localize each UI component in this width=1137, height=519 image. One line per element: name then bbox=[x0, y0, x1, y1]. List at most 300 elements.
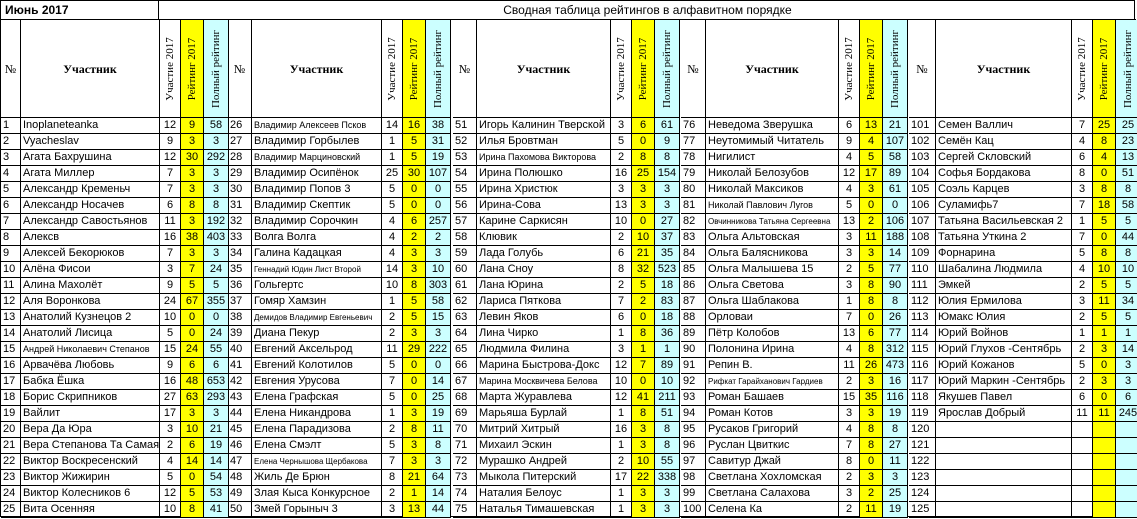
participation-2017: 4 bbox=[1072, 262, 1093, 278]
participation-2017: 11 bbox=[160, 214, 181, 230]
full-rating: 8 bbox=[655, 422, 680, 438]
rating-2017: 3 bbox=[632, 182, 655, 198]
full-rating: 154 bbox=[655, 166, 680, 182]
rating-2017: 10 bbox=[632, 230, 655, 246]
rating-2017: 0 bbox=[1093, 358, 1116, 374]
header-part-label: Участие 2017 bbox=[1076, 36, 1088, 101]
row-number: 55 bbox=[453, 182, 477, 198]
full-rating: 3 bbox=[426, 246, 451, 262]
rating-2017: 1 bbox=[1093, 326, 1116, 342]
full-rating: 0 bbox=[426, 198, 451, 214]
row-number: 30 bbox=[228, 182, 252, 198]
participation-2017: 5 bbox=[611, 134, 632, 150]
row-number: 29 bbox=[228, 166, 252, 182]
full-rating: 107 bbox=[426, 166, 451, 182]
full-rating: 5 bbox=[1116, 310, 1137, 326]
full-rating: 0 bbox=[426, 358, 451, 374]
rating-2017 bbox=[1093, 486, 1116, 502]
full-rating: 3 bbox=[204, 246, 229, 262]
full-rating: 23 bbox=[1116, 134, 1137, 150]
full-rating: 3 bbox=[655, 502, 680, 518]
participant-name: Савитур Джай bbox=[706, 454, 839, 470]
row-number: 125 bbox=[909, 502, 936, 518]
row-number: 124 bbox=[909, 486, 936, 502]
participation-2017: 14 bbox=[382, 262, 403, 278]
participation-2017: 7 bbox=[839, 310, 860, 326]
rating-2017: 5 bbox=[181, 486, 204, 502]
row-number: 78 bbox=[681, 150, 706, 166]
full-rating: 8 bbox=[883, 422, 908, 438]
participation-2017: 3 bbox=[839, 230, 860, 246]
row-number: 110 bbox=[909, 262, 936, 278]
rating-2017: 0 bbox=[1093, 230, 1116, 246]
full-rating: 21 bbox=[883, 118, 908, 134]
full-rating: 3 bbox=[1116, 374, 1137, 390]
header-full-label: Полный рейтинг bbox=[1122, 29, 1134, 108]
header-part-label: Участие 2017 bbox=[164, 36, 176, 101]
row-number: 49 bbox=[228, 486, 252, 502]
full-rating: 3 bbox=[426, 326, 451, 342]
full-rating: 77 bbox=[883, 262, 908, 278]
participation-2017: 11 bbox=[839, 358, 860, 374]
rating-2017: 21 bbox=[403, 470, 426, 486]
rating-2017: 8 bbox=[632, 150, 655, 166]
participant-name: Елена Никандрова bbox=[252, 406, 382, 422]
row-number: 27 bbox=[228, 134, 252, 150]
row-number: 108 bbox=[909, 230, 936, 246]
row-number: 24 bbox=[1, 486, 21, 502]
full-rating: 21 bbox=[204, 422, 229, 438]
rating-2017: 11 bbox=[860, 502, 883, 518]
participant-name: Пётр Колобов bbox=[706, 326, 839, 342]
row-number: 86 bbox=[681, 278, 706, 294]
participation-2017: 7 bbox=[160, 182, 181, 198]
participation-2017: 24 bbox=[160, 294, 181, 310]
participant-name: Владимир Скептик bbox=[252, 198, 382, 214]
rating-2017: 3 bbox=[181, 182, 204, 198]
header-rating bbox=[632, 20, 655, 118]
participation-2017: 2 bbox=[382, 326, 403, 342]
rating-2017: 11 bbox=[1093, 294, 1116, 310]
full-rating: 303 bbox=[426, 278, 451, 294]
row-number: 9 bbox=[1, 246, 21, 262]
rating-2017: 8 bbox=[632, 326, 655, 342]
participant-name: Inoplaneteanka bbox=[21, 118, 160, 134]
participant-name: Татьяна Уткина 2 bbox=[936, 230, 1072, 246]
row-number: 102 bbox=[909, 134, 936, 150]
participation-2017: 3 bbox=[839, 246, 860, 262]
row-number: 79 bbox=[681, 166, 706, 182]
full-rating: 188 bbox=[883, 230, 908, 246]
rating-2017: 3 bbox=[181, 214, 204, 230]
rating-2017: 21 bbox=[632, 246, 655, 262]
participant-name: Алёна Фисои bbox=[21, 262, 160, 278]
participation-2017: 17 bbox=[611, 470, 632, 486]
participation-2017: 1 bbox=[382, 134, 403, 150]
participation-2017: 16 bbox=[611, 422, 632, 438]
full-rating: 37 bbox=[655, 230, 680, 246]
participation-2017: 10 bbox=[611, 374, 632, 390]
participant-name: Лана Сноу bbox=[477, 262, 611, 278]
full-rating bbox=[1116, 502, 1137, 518]
header-part bbox=[839, 20, 860, 118]
participation-2017: 5 bbox=[382, 182, 403, 198]
row-number: 39 bbox=[228, 326, 252, 342]
full-rating: 19 bbox=[426, 150, 451, 166]
participant-name: Лада Голубь bbox=[477, 246, 611, 262]
full-rating: 355 bbox=[204, 294, 229, 310]
participant-name: Ирина Пахомова Викторова bbox=[477, 150, 611, 166]
header-rating bbox=[181, 20, 204, 118]
rating-2017: 0 bbox=[1093, 390, 1116, 406]
rating-2017 bbox=[1093, 438, 1116, 454]
rating-2017: 5 bbox=[1093, 214, 1116, 230]
rating-2017: 5 bbox=[860, 262, 883, 278]
row-number: 67 bbox=[453, 374, 477, 390]
full-rating: 53 bbox=[204, 486, 229, 502]
participation-2017: 2 bbox=[611, 230, 632, 246]
participant-name: Татьяна Васильевская 2 bbox=[936, 214, 1072, 230]
header-full-label: Полный рейтинг bbox=[889, 29, 901, 108]
row-number: 98 bbox=[681, 470, 706, 486]
participant-name bbox=[936, 422, 1072, 438]
row-number: 83 bbox=[681, 230, 706, 246]
full-rating: 211 bbox=[655, 390, 680, 406]
full-rating: 8 bbox=[1116, 246, 1137, 262]
participant-name: Руслан Цвиткис bbox=[706, 438, 839, 454]
header-rating-label: Рейтинг 2017 bbox=[186, 37, 198, 100]
participant-name: Алексв bbox=[21, 230, 160, 246]
participation-2017: 8 bbox=[1072, 166, 1093, 182]
rating-2017: 0 bbox=[860, 198, 883, 214]
participation-2017: 4 bbox=[839, 342, 860, 358]
row-number: 60 bbox=[453, 262, 477, 278]
participation-2017: 12 bbox=[839, 166, 860, 182]
participant-name: Владимир Попов 3 bbox=[252, 182, 382, 198]
full-rating bbox=[1116, 486, 1137, 502]
full-rating: 18 bbox=[655, 278, 680, 294]
rating-2017: 14 bbox=[181, 454, 204, 470]
row-number: 33 bbox=[228, 230, 252, 246]
full-rating: 222 bbox=[426, 342, 451, 358]
row-number: 121 bbox=[909, 438, 936, 454]
participant-name: Софья Бордакова bbox=[936, 166, 1072, 182]
full-rating: 61 bbox=[883, 182, 908, 198]
rating-2017: 18 bbox=[1093, 198, 1116, 214]
row-number: 117 bbox=[909, 374, 936, 390]
rating-2017: 3 bbox=[632, 486, 655, 502]
participant-name: Наталья Тимашевская bbox=[477, 502, 611, 518]
participation-2017: 2 bbox=[1072, 374, 1093, 390]
header-rating-label: Рейтинг 2017 bbox=[1098, 37, 1110, 100]
participant-name: Анатолий Кузнецов 2 bbox=[21, 310, 160, 326]
participation-2017: 16 bbox=[160, 374, 181, 390]
full-rating: 14 bbox=[426, 374, 451, 390]
rating-2017: 67 bbox=[181, 294, 204, 310]
rating-2017: 13 bbox=[403, 502, 426, 518]
row-number: 82 bbox=[681, 214, 706, 230]
full-rating: 14 bbox=[1116, 342, 1137, 358]
rating-2017: 8 bbox=[860, 438, 883, 454]
header-full bbox=[1116, 20, 1137, 118]
participation-2017: 1 bbox=[611, 326, 632, 342]
participation-2017: 9 bbox=[839, 134, 860, 150]
participant-name: Виктор Воскресенский bbox=[21, 454, 160, 470]
row-number: 95 bbox=[681, 422, 706, 438]
rating-2017: 3 bbox=[181, 246, 204, 262]
full-rating: 14 bbox=[204, 454, 229, 470]
participant-name: Юрий Глухов -Сентябрь bbox=[936, 342, 1072, 358]
full-rating: 1 bbox=[1116, 326, 1137, 342]
rating-2017: 22 bbox=[632, 470, 655, 486]
rating-2017: 3 bbox=[403, 406, 426, 422]
full-rating: 11 bbox=[426, 422, 451, 438]
row-number: 81 bbox=[681, 198, 706, 214]
participation-2017: 2 bbox=[839, 262, 860, 278]
row-number: 35 bbox=[228, 262, 252, 278]
row-number: 51 bbox=[453, 118, 477, 134]
row-number: 15 bbox=[1, 342, 21, 358]
participation-2017: 13 bbox=[611, 198, 632, 214]
rating-2017: 38 bbox=[181, 230, 204, 246]
participant-name: Полонина Ирина bbox=[706, 342, 839, 358]
row-number: 111 bbox=[909, 278, 936, 294]
row-number: 90 bbox=[681, 342, 706, 358]
rating-2017: 0 bbox=[403, 358, 426, 374]
participant-name: Елена Графская bbox=[252, 390, 382, 406]
full-rating: 8 bbox=[204, 198, 229, 214]
full-rating: 14 bbox=[426, 486, 451, 502]
participant-name: Елена Парадизова bbox=[252, 422, 382, 438]
full-rating: 3 bbox=[204, 182, 229, 198]
full-rating: 58 bbox=[1116, 198, 1137, 214]
participation-2017: 17 bbox=[160, 406, 181, 422]
rating-2017: 2 bbox=[632, 294, 655, 310]
rating-2017: 8 bbox=[1093, 182, 1116, 198]
participation-2017: 9 bbox=[160, 134, 181, 150]
rating-2017: 0 bbox=[860, 310, 883, 326]
header-rating-label: Рейтинг 2017 bbox=[637, 37, 649, 100]
rating-2017: 0 bbox=[632, 310, 655, 326]
header-num: № bbox=[681, 20, 706, 118]
rating-2017: 25 bbox=[1093, 118, 1116, 134]
rating-2017: 8 bbox=[860, 342, 883, 358]
header-rating bbox=[403, 20, 426, 118]
full-rating: 19 bbox=[883, 502, 908, 518]
participation-2017: 2 bbox=[382, 486, 403, 502]
rating-2017: 5 bbox=[403, 150, 426, 166]
participant-name: Лина Чирко bbox=[477, 326, 611, 342]
rating-2017: 2 bbox=[860, 486, 883, 502]
participation-2017: 7 bbox=[611, 294, 632, 310]
full-rating: 653 bbox=[204, 374, 229, 390]
full-rating: 34 bbox=[1116, 294, 1137, 310]
participation-2017: 15 bbox=[160, 342, 181, 358]
rating-2017: 30 bbox=[403, 166, 426, 182]
participant-name: Юрий Кожанов bbox=[936, 358, 1072, 374]
participant-name bbox=[936, 486, 1072, 502]
row-number: 50 bbox=[228, 502, 252, 518]
participant-name bbox=[936, 454, 1072, 470]
participant-name: Неутомимый Читатель bbox=[706, 134, 839, 150]
participant-name: Vyacheslav bbox=[21, 134, 160, 150]
full-rating: 0 bbox=[204, 310, 229, 326]
rating-2017: 0 bbox=[181, 326, 204, 342]
full-rating: 338 bbox=[655, 470, 680, 486]
participation-2017 bbox=[1072, 438, 1093, 454]
row-number: 85 bbox=[681, 262, 706, 278]
participant-name: Ирина Христюк bbox=[477, 182, 611, 198]
participation-2017: 3 bbox=[839, 406, 860, 422]
rating-2017: 5 bbox=[1093, 278, 1116, 294]
header-full-label: Полный рейтинг bbox=[661, 29, 673, 108]
participant-name: Вера Да Юра bbox=[21, 422, 160, 438]
participant-name: Николай Павлович Лугов bbox=[706, 198, 839, 214]
full-rating: 27 bbox=[883, 438, 908, 454]
full-rating: 58 bbox=[883, 150, 908, 166]
row-number: 64 bbox=[453, 326, 477, 342]
row-number: 73 bbox=[453, 470, 477, 486]
row-number: 92 bbox=[681, 374, 706, 390]
rating-2017: 0 bbox=[632, 214, 655, 230]
row-number: 97 bbox=[681, 454, 706, 470]
full-rating: 26 bbox=[883, 310, 908, 326]
row-number: 14 bbox=[1, 326, 21, 342]
full-rating: 44 bbox=[426, 502, 451, 518]
participant-name: Алексей Бекорюков bbox=[21, 246, 160, 262]
row-number: 77 bbox=[681, 134, 706, 150]
rating-2017: 26 bbox=[860, 358, 883, 374]
participation-2017 bbox=[1072, 470, 1093, 486]
row-number: 44 bbox=[228, 406, 252, 422]
participant-name: Гольгертс bbox=[252, 278, 382, 294]
participation-2017: 15 bbox=[839, 390, 860, 406]
participation-2017: 13 bbox=[839, 214, 860, 230]
participant-name: Людмила Филина bbox=[477, 342, 611, 358]
participation-2017: 2 bbox=[1072, 342, 1093, 358]
row-number: 12 bbox=[1, 294, 21, 310]
participant-name: Ирина Полюшко bbox=[477, 166, 611, 182]
header-num: № bbox=[909, 20, 936, 118]
full-rating: 31 bbox=[426, 134, 451, 150]
row-number: 72 bbox=[453, 454, 477, 470]
full-rating: 8 bbox=[1116, 182, 1137, 198]
participation-2017: 12 bbox=[611, 358, 632, 374]
rating-2017: 25 bbox=[632, 166, 655, 182]
participation-2017: 5 bbox=[160, 326, 181, 342]
rating-2017: 3 bbox=[632, 198, 655, 214]
full-rating: 5 bbox=[204, 278, 229, 294]
full-rating: 25 bbox=[1116, 118, 1137, 134]
participation-2017 bbox=[1072, 502, 1093, 518]
rating-2017: 10 bbox=[181, 422, 204, 438]
participant-name: Николай Белозубов bbox=[706, 166, 839, 182]
full-rating: 51 bbox=[655, 406, 680, 422]
participant-name: Ирина-Сова bbox=[477, 198, 611, 214]
rating-2017: 5 bbox=[181, 278, 204, 294]
full-rating bbox=[1116, 438, 1137, 454]
header-name: Участник bbox=[706, 20, 839, 118]
rating-2017: 9 bbox=[181, 118, 204, 134]
header-part-label: Участие 2017 bbox=[386, 36, 398, 101]
participation-2017: 1 bbox=[382, 406, 403, 422]
participation-2017: 8 bbox=[382, 470, 403, 486]
header-part bbox=[1072, 20, 1093, 118]
participant-name: Марина Быстрова-Докс bbox=[477, 358, 611, 374]
header-part-label: Участие 2017 bbox=[615, 36, 627, 101]
participation-2017: 5 bbox=[839, 198, 860, 214]
participant-name: Рифкат Гарайханович Гардиев bbox=[706, 374, 839, 390]
row-number: 69 bbox=[453, 406, 477, 422]
row-number: 5 bbox=[1, 182, 21, 198]
header-part bbox=[160, 20, 181, 118]
participant-name: Юмакс Юлия bbox=[936, 310, 1072, 326]
rating-2017: 4 bbox=[860, 134, 883, 150]
participant-name: Злая Кыса Конкурсное bbox=[252, 486, 382, 502]
participation-2017: 25 bbox=[382, 166, 403, 182]
participation-2017: 4 bbox=[839, 422, 860, 438]
participant-name: Наталия Белоус bbox=[477, 486, 611, 502]
row-number: 54 bbox=[453, 166, 477, 182]
participant-name: Ольга Малышева 15 bbox=[706, 262, 839, 278]
row-number: 89 bbox=[681, 326, 706, 342]
participation-2017: 5 bbox=[382, 198, 403, 214]
row-number: 61 bbox=[453, 278, 477, 294]
participation-2017: 5 bbox=[382, 358, 403, 374]
full-rating: 8 bbox=[655, 150, 680, 166]
rating-2017: 3 bbox=[403, 262, 426, 278]
row-number: 22 bbox=[1, 454, 21, 470]
full-rating: 473 bbox=[883, 358, 908, 374]
full-rating: 14 bbox=[883, 246, 908, 262]
participation-2017: 1 bbox=[382, 150, 403, 166]
participant-name: Вита Осенняя bbox=[21, 502, 160, 518]
participant-name: Эмкей bbox=[936, 278, 1072, 294]
rating-2017: 8 bbox=[860, 278, 883, 294]
rating-2017: 3 bbox=[860, 246, 883, 262]
rating-2017: 0 bbox=[403, 182, 426, 198]
full-rating: 106 bbox=[883, 214, 908, 230]
participation-2017: 3 bbox=[839, 486, 860, 502]
participation-2017: 2 bbox=[611, 454, 632, 470]
row-number: 8 bbox=[1, 230, 21, 246]
participant-name: Евгения Урусова bbox=[252, 374, 382, 390]
row-number: 75 bbox=[453, 502, 477, 518]
full-rating: 3 bbox=[883, 470, 908, 486]
participant-name: Селена Ка bbox=[706, 502, 839, 518]
participant-name: Агата Миллер bbox=[21, 166, 160, 182]
participation-2017: 5 bbox=[160, 470, 181, 486]
row-number: 34 bbox=[228, 246, 252, 262]
row-number: 70 bbox=[453, 422, 477, 438]
row-number: 93 bbox=[681, 390, 706, 406]
full-rating: 5 bbox=[1116, 214, 1137, 230]
participant-name: Ольга Шаблакова bbox=[706, 294, 839, 310]
row-number: 104 bbox=[909, 166, 936, 182]
participant-name: Андрей Николаевич Степанов bbox=[21, 342, 160, 358]
full-rating: 11 bbox=[883, 454, 908, 470]
rating-2017: 1 bbox=[403, 486, 426, 502]
rating-2017: 3 bbox=[1093, 374, 1116, 390]
participation-2017: 2 bbox=[382, 422, 403, 438]
row-number: 2 bbox=[1, 134, 21, 150]
rating-2017: 3 bbox=[860, 406, 883, 422]
row-number: 94 bbox=[681, 406, 706, 422]
table-caption: Сводная таблица рейтингов в алфавитном порядке bbox=[159, 1, 1136, 20]
header-part-label: Участие 2017 bbox=[843, 36, 855, 101]
participant-name: Ольга Балясникова bbox=[706, 246, 839, 262]
participation-2017: 1 bbox=[611, 438, 632, 454]
